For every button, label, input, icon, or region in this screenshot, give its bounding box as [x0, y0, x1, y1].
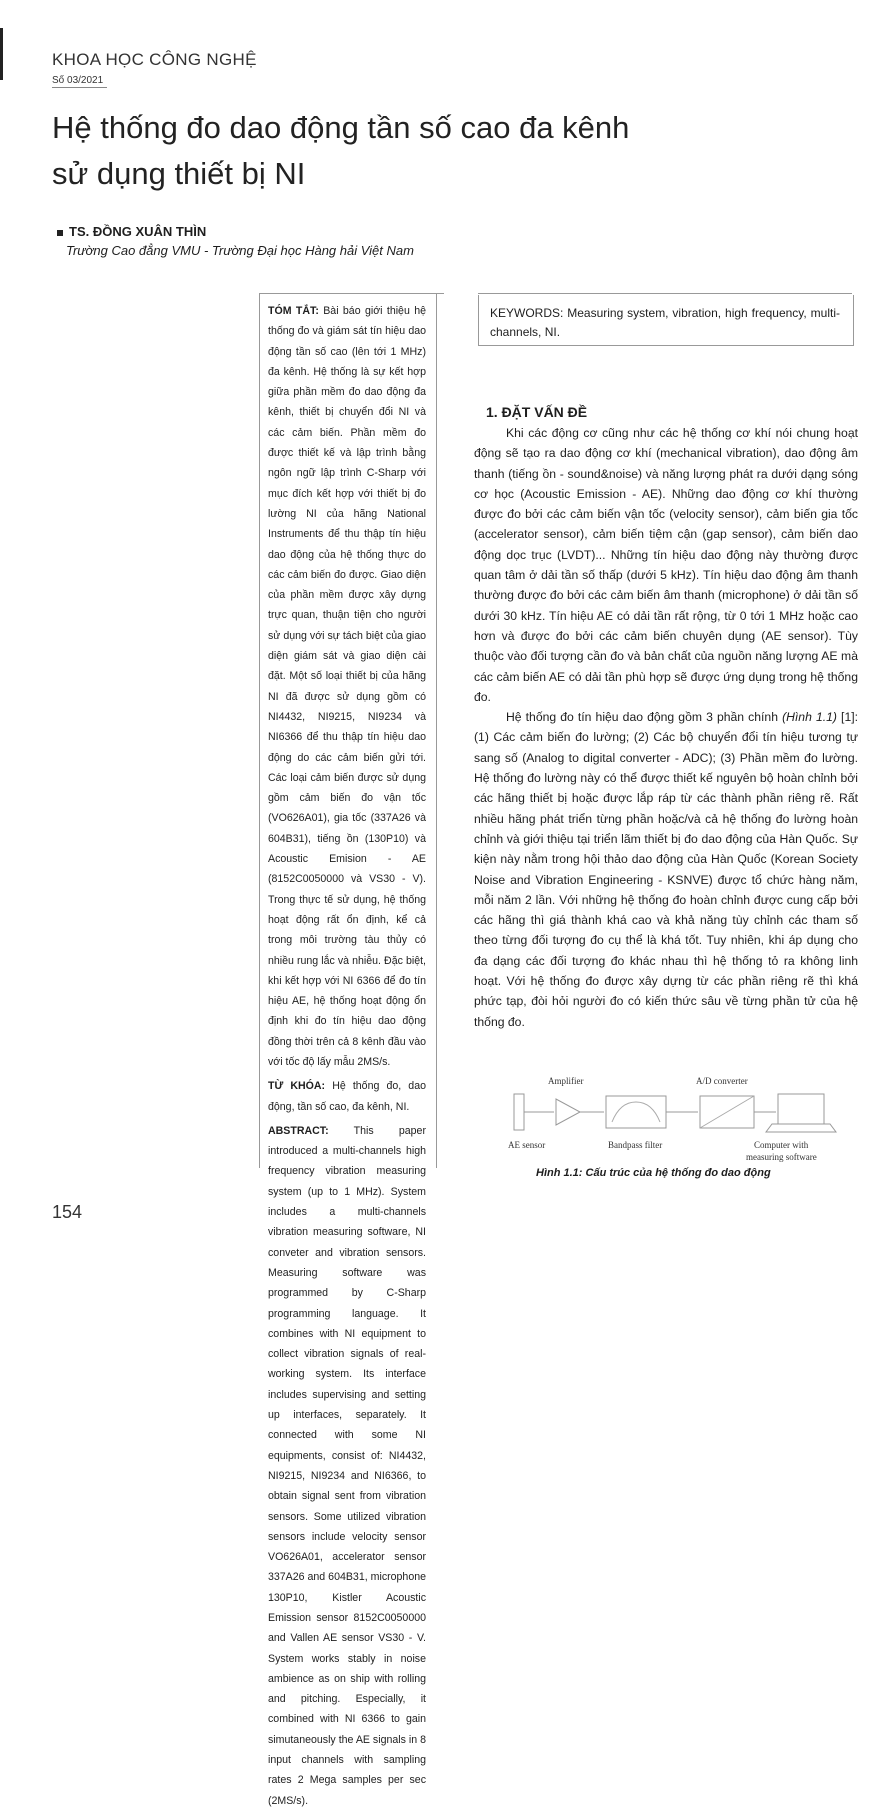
sensor-block: [514, 1094, 524, 1130]
header-divider: [52, 87, 107, 88]
abstract-en-text: This paper introduced a multi-channels high frequency vibration measuring system (up to 1 MHz). System includes a multi-channels vibration measuring software, NI conveter and vibration sensors. Measuring software was programmed by C-Sharp programming language. It combines with NI equipment to collect vibration signals of real-working system. Its interface includes supervising and setting up interfaces, separately. It connected with some NI equipments, consist of: NI4432, NI9215, NI9234 and NI6366, to obtain signal sent from vibration sensors. Some utilized vibration sensors include velocity sensor VO626A01, accelerator sensor 337A26 and 604B31, microphone 130P10, Kistler Acoustic Emission sensor 8152C0050000 and Vallen AE sensor VS30 - V. System works stably in noise ambience as on ship with rolling and pitching. Especially, it combined with NI 6366 to gain simutaneously the AE signals in 8 input channels with sampling rates 2 Mega samples per sec (2MS/s).: [268, 1124, 426, 1807]
paragraph-2-start: Hệ thống đo tín hiệu dao động gồm 3 phần chính: [506, 710, 778, 725]
abstract-en-label: ABSTRACT:: [268, 1124, 329, 1137]
issue-number: Số 03/2021: [52, 75, 104, 86]
paragraph-2: [474, 707, 858, 1032]
keywords-vi-label: TỪ KHÓA:: [268, 1080, 326, 1093]
abstract-vi-label: TÓM TẮT:: [268, 305, 319, 317]
author: [57, 224, 206, 239]
section-heading: 1. ĐẶT VẤN ĐỀ: [486, 404, 588, 420]
abstract-vi-text: Bài báo giới thiệu hệ thống đo và giám sát tín hiệu dao động tần số cao (lên tới 1 MHz) đa kênh. Hệ thống là sự kết hợp giữa phần mềm đo dao động đa kênh, thiết bị chuyển đổi NI và các cảm biến. Phần mềm đo được thiết kế và lập trình bằng ngôn ngữ lập trình C-Sharp với mục đích kết hợp với thiết bị đo lường NI của hãng National Instruments để thu thập tín hiệu dao động của hệ thống thực do các cảm biến đo được. Giao diện của phần mềm được xây dựng trực quan, thuận tiện cho người sử dụng với sự tách biệt của giao diện giám sát và giao diện cài đặt. Một số loại thiết bị của hãng NI đã được sử dụng gồm có NI4432, NI9215, NI9234 và NI6366 để thu thập tín hiệu dao động do các cảm biến gửi tới. Các loại cảm biến được sử dụng gồm cảm biến đo vận tốc (VO626A01), gia tốc (337A26 và 604B31), tiếng ồn (130P10) và Acoustic Emision - AE (8152C0050000 và VS30 - V). Trong thực tế sử dụng, hệ thống hoạt động rất ổn định, kể cả trong môi trường tàu thủy có nhiều rung lắc và nhiễu. Đặc biệt, khi kết hợp với NI 6366 để đo tín hiệu AE, hệ thống hoạt động ổn định khi đo tín hiệu dao động đồng thời trên cả 8 kênh đầu vào với tốc độ lấy mẫu 2MS/s.: [268, 305, 426, 1068]
affiliation: Trường Cao đẳng VMU - Trường Đại học Hàng hải Việt Nam: [66, 243, 414, 258]
figure-reference: (Hình 1.1): [782, 710, 837, 725]
label-amplifier: Amplifier: [548, 1076, 584, 1086]
keywords-box-top: [478, 293, 852, 294]
computer-base: [766, 1124, 836, 1132]
keywords-en: [490, 304, 840, 342]
abstract-box-right: [436, 293, 437, 1168]
abstract-column: [268, 301, 426, 1815]
abstract-vi: [268, 301, 426, 1072]
abstract-box-top: [259, 293, 444, 294]
computer-screen: [778, 1094, 824, 1124]
paragraph-1: Khi các động cơ cũng như các hệ thống cơ khí nói chung hoạt động sẽ tạo ra dao động cơ khí (mechanical vibration), dao động âm thanh (tiếng ồn - sound&noise) và năng lượng phát ra dưới dạng sóng cơ học (Acoustic Emission - AE). Những dao động cơ khí thường được đo bởi các cảm biến vận tốc (velocity sensor), cảm biến gia tốc (accelerator sensor), cảm biến tiệm cận (gap sensor), cảm biến dao động dọc trục (LVDT)... Những tín hiệu dao động này thường được quan tâm ở dải tần số thấp (dưới 5 kHz). Tín hiệu dao động âm thanh thường được đo bởi các cảm biến âm thanh (microphone) ở dải tần số dưới 30 kHz. Tín hiệu AE có dải tần rất rộng, từ 0 tới 1 MHz hoặc cao hơn và được đo bởi các cảm biến chuyên dụng (AE sensor). Tùy thuộc vào đối tượng cần đo và bản chất của nguồn năng lượng AE mà các cảm biến AE có dải tần phù hợp sẽ được ứng dụng trong hệ thống đo.: [474, 426, 858, 704]
author-name: TS. ĐỒNG XUÂN THÌN: [69, 224, 207, 239]
label-sensor: AE sensor: [508, 1140, 546, 1150]
margin-bar: [0, 28, 3, 80]
figure-caption: Hình 1.1: Cấu trúc của hệ thống đo dao động: [536, 1167, 771, 1179]
abstract-box-left: [259, 293, 260, 1168]
keywords-en-text: Measuring system, vibration, high frequency, multi-channels, NI.: [490, 306, 840, 339]
label-computer-2: measuring software: [746, 1152, 817, 1162]
label-filter: Bandpass filter: [608, 1140, 663, 1150]
label-computer-1: Computer with: [754, 1140, 809, 1150]
keywords-en-label: KEYWORDS:: [490, 306, 564, 320]
page-number: 154: [52, 1202, 83, 1222]
label-adc: A/D converter: [696, 1076, 748, 1086]
paragraph-2-rest: [1]: (1) Các cảm biến đo lường; (2) Các bộ chuyển đổi tín hiệu tương tự sang số (Analog to digital converter - ADC); (3) Phần mềm đo lường. Hệ thống đo lường này có thể được thiết kế nguyên bộ hoàn chỉnh bởi các hãng thiết bị hoặc được lắp ráp từ các thành phần riêng rẽ. Rất nhiều hãng phát triển từng phần hoặc/và cả hệ thống đo lường hoàn chỉnh và giới thiệu tại triển lãm thiết bị đo dao động của Hàn Quốc. Sự kiện này nằm trong hội thảo dao động của Hàn Quốc (Korean Society Noise and Vibration Engineering - KSNVE) được tổ chức hàng năm, mỗi năm 2 lần. Với những hệ thống đo hoàn chỉnh được cung cấp bởi các hãng thì giá thành khá cao và khả năng tùy chỉnh các tham số theo từng đối tượng đo cụ thể là khá tốt. Tuy nhiên, khi áp dụng cho đa dạng các đối tượng đo khác nhau thì hệ thống tỏ ra không linh hoạt. Với hệ thống đo được xây dựng từ các phần riêng rẽ thì khá phức tạp, đòi hỏi người đo có kiến thức sâu về từng phần tử của hệ thống đo.: [474, 710, 858, 1029]
filter-block: [606, 1096, 666, 1128]
keywords-vi-text: Hệ thống đo, dao động, tần số cao, đa kênh, NI.: [268, 1080, 426, 1113]
title-line-1: Hệ thống đo dao động tần số cao đa kênh: [52, 110, 630, 145]
section-label: KHOA HỌC CÔNG NGHỆ: [52, 50, 257, 69]
body-column: [474, 423, 858, 1032]
filter-curve: [612, 1102, 660, 1122]
keywords-vi: [268, 1076, 426, 1117]
title-line-2: sử dụng thiết bị NI: [52, 156, 306, 191]
abstract-en: [268, 1121, 426, 1811]
bullet-square-icon: [57, 230, 63, 236]
block-diagram: [508, 1072, 838, 1164]
article-title: [52, 105, 752, 197]
adc-diagonal: [700, 1096, 754, 1128]
amplifier-triangle: [556, 1099, 580, 1125]
